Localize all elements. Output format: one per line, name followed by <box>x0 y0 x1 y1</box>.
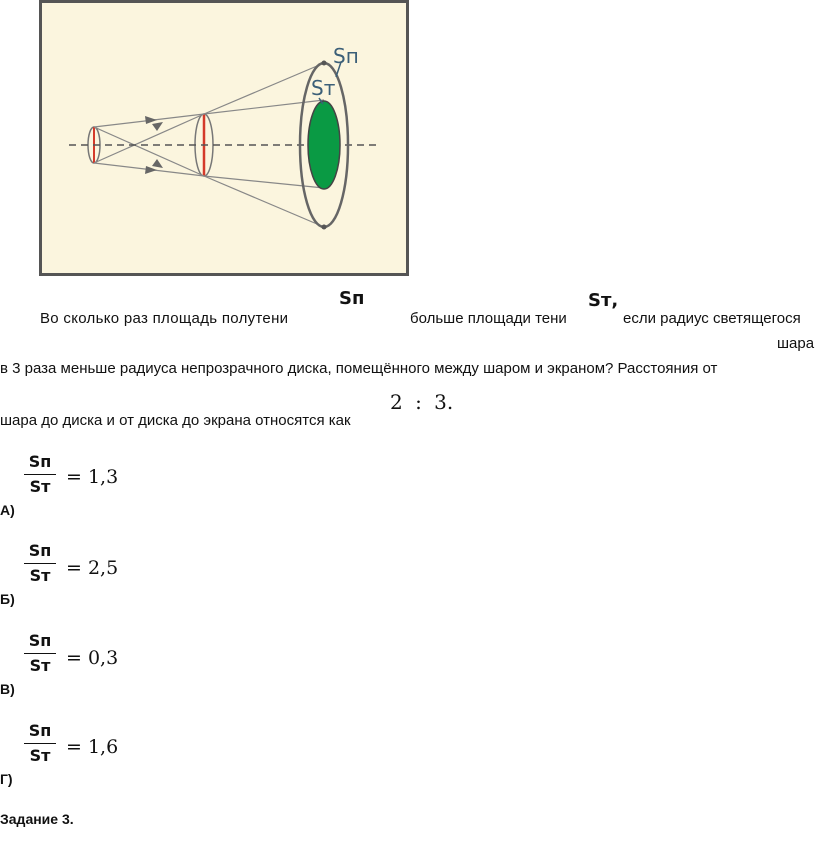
shadow-label: Sт <box>311 76 336 100</box>
shadow-area <box>308 101 340 189</box>
option-value: = 2,5 <box>66 557 119 579</box>
option-value: = 0,3 <box>66 647 119 669</box>
question-part4: шара <box>777 335 815 352</box>
option-value: = 1,3 <box>66 466 119 488</box>
question-line2: в 3 раза меньше радиуса непрозрачного диска, помещённого между шаром и экраном? Расстояния от <box>0 360 718 377</box>
option-label: Г) <box>0 771 13 787</box>
option-value: = 1,6 <box>66 736 119 758</box>
option-label: Б) <box>0 591 15 607</box>
shadow-penumbra-diagram <box>39 0 409 276</box>
task-heading: Задание 3. <box>0 811 74 827</box>
fraction: Sп Sт <box>22 631 58 676</box>
question-line3: шара до диска и от диска до экрана относятся как <box>0 412 351 429</box>
figure-frame <box>41 2 408 275</box>
fraction: Sп Sт <box>22 541 58 586</box>
question-part1: Во сколько раз площадь полутени <box>40 310 289 327</box>
optics-figure <box>39 0 409 276</box>
fraction: Sп Sт <box>22 721 58 766</box>
fraction: Sп Sт <box>22 452 58 497</box>
question-part2: больше площади тени <box>410 310 567 327</box>
option-label: В) <box>0 681 15 697</box>
distance-ratio: 2 : 3. <box>390 390 454 414</box>
option-label: А) <box>0 502 15 518</box>
symbol-shadow: Sт, <box>588 290 619 311</box>
penumbra-label: Sп <box>333 44 359 68</box>
question-part3: если радиус светящегося <box>623 310 801 327</box>
symbol-penumbra: Sп <box>339 288 365 309</box>
